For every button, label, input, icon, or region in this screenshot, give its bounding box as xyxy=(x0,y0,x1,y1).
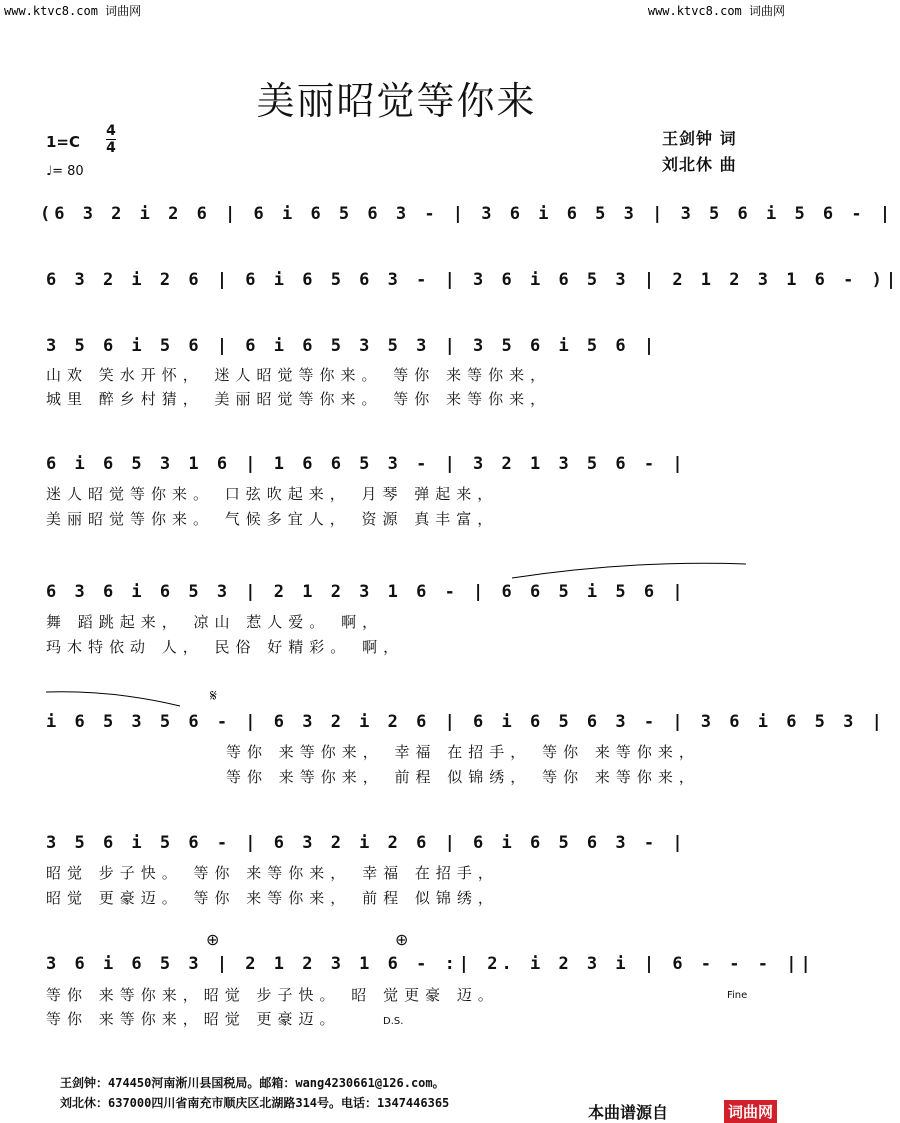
slur-arc-continued xyxy=(44,688,184,708)
lyricist-credit: 王剑钟 词 xyxy=(662,129,737,148)
fine-marking: Fine xyxy=(727,990,748,1001)
lyric-line-7b: 昭觉 更豪迈。 等你 来等你来， 前程 似锦绣， xyxy=(46,889,499,907)
ds-marking: D.S. xyxy=(383,1016,404,1027)
coda-mark-2: ⊕ xyxy=(395,930,409,949)
quarter-note-icon: ♩ xyxy=(46,164,53,179)
site-brand[interactable]: 词曲网 xyxy=(724,1100,777,1123)
lyric-line-8a: 等你 来等你来，昭觉 步子快。 昭 觉更豪 迈。 xyxy=(46,986,499,1004)
time-bottom: 4 xyxy=(106,140,116,156)
lyric-line-8b: 等你 来等你来，昭觉 更豪迈。 xyxy=(46,1010,341,1028)
notation-line-6: i 6 5 3 5 6 - | 6 3 2 i 2 6 | 6 i 6 5 6 3 - | 3 6 i 6 5 3 | xyxy=(46,712,886,732)
lyric-line-3b: 城里 醉乡村猜， 美丽昭觉等你来。 等你 来等你来， xyxy=(46,390,552,408)
lyric-line-6a: 等你 来等你来， 幸福 在招手， 等你 来等你来， xyxy=(226,743,700,761)
lyric-line-5a: 舞 蹈跳起来， 凉山 惹人爱。 啊， xyxy=(46,613,384,631)
notation-line-3: 3 5 6 i 5 6 | 6 i 6 5 3 5 3 | 3 5 6 i 5 6 | xyxy=(46,336,659,356)
lyric-line-6b: 等你 来等你来， 前程 似锦绣， 等你 来等你来， xyxy=(226,768,700,786)
footer-composer-contact: 刘北休：637000四川省南充市顺庆区北湖路314号。电话：1347446365 xyxy=(60,1096,450,1110)
time-top: 4 xyxy=(106,123,116,139)
time-signature xyxy=(106,124,116,155)
tempo-value: = 80 xyxy=(52,164,84,179)
lyric-line-7a: 昭觉 步子快。 等你 来等你来， 幸福 在招手， xyxy=(46,864,499,882)
notation-line-1: (6 3 2 i 2 6 | 6 i 6 5 6 3 - | 3 6 i 6 5 3 | 3 5 6 i 5 6 - | xyxy=(40,204,895,224)
notation-line-7: 3 5 6 i 5 6 - | 6 3 2 i 2 6 | 6 i 6 5 6 3 - | xyxy=(46,833,687,853)
notation-line-4: 6 i 6 5 3 1 6 | 1 6 6 5 3 - | 3 2 1 3 5 6 - | xyxy=(46,454,687,474)
tempo-marking xyxy=(46,164,84,179)
footer-lyricist-contact: 王剑钟：474450河南淅川县国税局。邮箱：wang4230661@126.com。 xyxy=(60,1076,445,1090)
composer-credit: 刘北休 曲 xyxy=(662,155,737,174)
watermark-left: www.ktvc8.com 词曲网 xyxy=(4,4,142,18)
lyric-line-4b: 美丽昭觉等你来。 气候多宜人， 资源 真丰富， xyxy=(46,510,499,528)
key-signature: 1=C xyxy=(46,133,81,151)
notation-line-2: 6 3 2 i 2 6 | 6 i 6 5 6 3 - | 3 6 i 6 5 3 | 2 1 2 3 1 6 - )| xyxy=(46,270,900,290)
notation-line-8: 3 6 i 6 5 3 | 2 1 2 3 1 6 - :| 2. i 2 3 i | 6 - - - || xyxy=(46,954,815,974)
song-title: 美丽昭觉等你来 xyxy=(256,79,537,123)
coda-mark-1: ⊕ xyxy=(206,930,220,949)
lyric-line-4a: 迷人昭觉等你来。 口弦吹起来， 月琴 弹起来， xyxy=(46,485,499,503)
watermark-right: www.ktvc8.com 词曲网 xyxy=(647,4,785,18)
lyric-line-3a: 山欢 笑水开怀， 迷人昭觉等你来。 等你 来等你来， xyxy=(46,366,552,384)
slur-arc xyxy=(510,560,750,580)
source-label: 本曲谱源自 xyxy=(586,1100,670,1123)
segno-mark: 𝄋 xyxy=(210,686,217,705)
lyric-line-5b: 玛木特依动 人， 民俗 好精彩。 啊， xyxy=(46,638,405,656)
notation-line-5: 6 3 6 i 6 5 3 | 2 1 2 3 1 6 - | 6 6 5 i 5 6 | xyxy=(46,582,687,602)
